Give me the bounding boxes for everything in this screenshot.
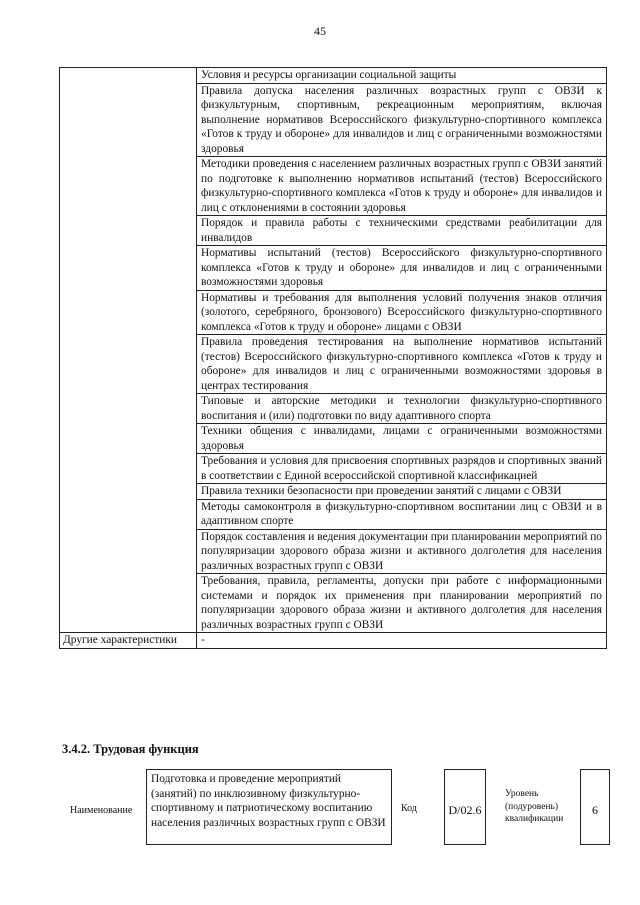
code-label: Код [401, 803, 417, 814]
other-characteristics-value: - [197, 633, 607, 649]
table-cell: Правила проведения тестирования на выполнение нормативов испытаний (тестов) Всероссийского физкультурно-спортивного комплекса «Готов к труду и обороне» для инвалидов и лиц с ограниченными возможностями здоровья в центрах тестирования [197, 335, 607, 394]
section-heading: 3.4.2. Трудовая функция [62, 742, 199, 756]
left-empty-cell [60, 68, 197, 633]
table-cell: Требования и условия для присвоения спортивных разрядов и спортивных званий в соответствии с Единой всероссийской спортивной классификацией [197, 454, 607, 484]
other-characteristics-label: Другие характеристики [60, 633, 197, 649]
table-cell: Правила допуска населения различных возрастных групп с ОВЗИ к физкультурным, спортивным, рекреационным мероприятиям, включая выполнение нормативов Всероссийского физкультурно-спортивного комплекса «Готов к труду и обороне» для инвалидов и лиц с ограниченными возможностями здоровья [197, 83, 607, 157]
table-cell: Требования, правила, регламенты, допуски при работе с информационными системами и порядок их применения при планировании мероприятий по популяризации здорового образа жизни и активного долголетия для населения различных возрастных групп с ОВЗИ [197, 574, 607, 633]
table-cell: Методы самоконтроля в физкультурно-спортивном воспитании лиц с ОВЗИ и в адаптивном спорте [197, 499, 607, 529]
table-row [60, 68, 607, 84]
table-cell: Порядок составления и ведения документации при планировании мероприятий по популяризации здорового образа жизни и активного долголетия для населения различных возрастных групп с ОВЗИ [197, 529, 607, 574]
table-cell: Нормативы и требования для выполнения условий получения знаков отличия (золотого, серебряного, бронзового) Всероссийского физкультурно-спортивного комплекса «Готов к труду и обороне» лицами с ОВЗИ [197, 290, 607, 335]
table-cell: Порядок и правила работы с техническими средствами реабилитации для инвалидов [197, 216, 607, 246]
level-label: Уровень (подуровень) квалификации [505, 789, 564, 824]
table-cell: Типовые и авторские методики и технологии физкультурно-спортивного воспитания и (или) подготовки по виду адаптивного спорта [197, 394, 607, 424]
code-box: D/02.6 [444, 769, 486, 845]
function-name-box: Подготовка и проведение мероприятий (занятий) по инклюзивному физкультурно-спортивному и патриотическому воспитанию населения различных возрастных групп с ОВЗИ [146, 769, 392, 845]
table-cell: Правила техники безопасности при проведении занятий с лицами с ОВЗИ [197, 484, 607, 500]
knowledge-table [59, 67, 607, 649]
table-row-other [60, 633, 607, 649]
page-number: 45 [314, 24, 326, 38]
table-cell: Условия и ресурсы организации социальной защиты [197, 68, 607, 84]
level-box: 6 [580, 769, 610, 845]
table-cell: Техники общения с инвалидами, лицами с ограниченными возможностями здоровья [197, 424, 607, 454]
name-label: Наименование [70, 805, 133, 816]
table-cell: Методики проведения с населением различных возрастных групп с ОВЗИ занятий по подготовке к выполнению нормативов испытаний (тестов) Всероссийского физкультурно-спортивного комплекса «Готов к труду и обороне» для инвалидов и лиц с отклонениями в состоянии здоровья [197, 157, 607, 216]
table-cell: Нормативы испытаний (тестов) Всероссийского физкультурно-спортивного комплекса «Готов к труду и обороне» для инвалидов и лиц с ограниченными возможностями здоровья [197, 246, 607, 291]
